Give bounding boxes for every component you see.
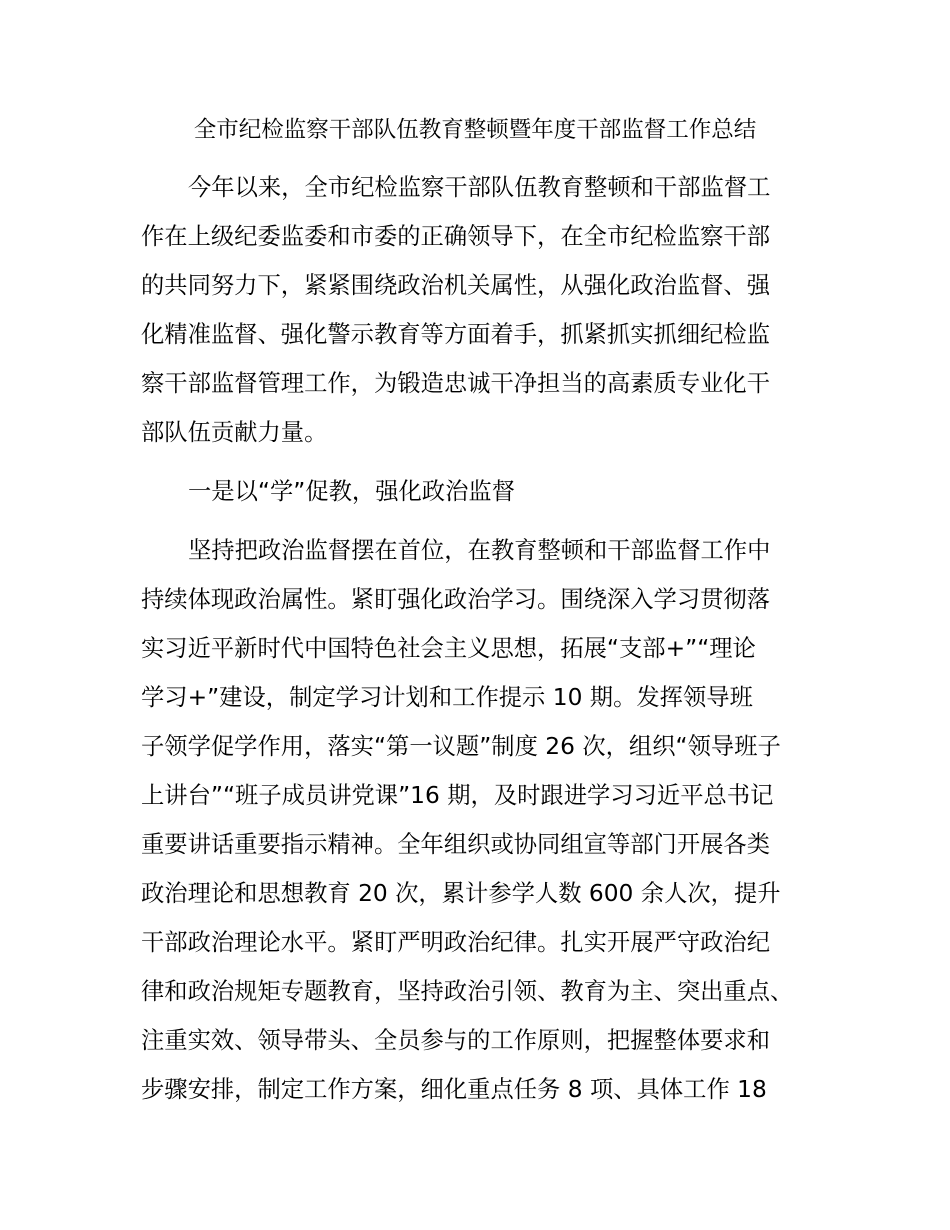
paragraph-line: 化精准监督、强化警示教育等方面着手，抓紧抓实抓细纪检监 bbox=[141, 321, 771, 348]
paragraph-line: 部队伍贡献力量。 bbox=[141, 419, 328, 446]
paragraph-line: 步骤安排，制定工作方案，细化重点任务 8 项、具体工作 18 bbox=[141, 1076, 767, 1103]
paragraph-line: 上讲台”“班子成员讲党课”16 期，及时跟进学习习近平总书记 bbox=[141, 782, 774, 809]
paragraph-line: 律和政治规矩专题教育，坚持政治引领、教育为主、突出重点、 bbox=[141, 978, 794, 1005]
paragraph-line: 子领学促学作用，落实“第一议题”制度 26 次，组织“领导班子 bbox=[141, 733, 781, 760]
paragraph-line: 持续体现政治属性。紧盯强化政治学习。围绕深入学习贯彻落 bbox=[141, 586, 771, 613]
section-heading: 一是以“学”促教，强化政治监督 bbox=[188, 478, 515, 505]
paragraph-line: 察干部监督管理工作，为锻造忠诚干净担当的高素质专业化干 bbox=[141, 370, 771, 397]
paragraph-line: 学习+”建设，制定学习计划和工作提示 10 期。发挥领导班 bbox=[141, 684, 753, 711]
document-title: 全市纪检监察干部队伍教育整顿暨年度干部监督工作总结 bbox=[193, 117, 757, 143]
paragraph-line: 注重实效、领导带头、全员参与的工作原则，把握整体要求和 bbox=[141, 1027, 771, 1054]
paragraph-line: 干部政治理论水平。紧盯严明政治纪律。扎实开展严守政治纪 bbox=[141, 929, 771, 956]
paragraph-line: 坚持把政治监督摆在首位，在教育整顿和干部监督工作中 bbox=[188, 537, 771, 564]
paragraph-line: 实习近平新时代中国特色社会主义思想，拓展“支部+”“理论 bbox=[141, 635, 756, 662]
paragraph-line: 作在上级纪委监委和市委的正确领导下，在全市纪检监察干部 bbox=[141, 223, 771, 250]
paragraph-line: 政治理论和思想教育 20 次，累计参学人数 600 余人次，提升 bbox=[141, 880, 781, 907]
paragraph-line: 今年以来，全市纪检监察干部队伍教育整顿和干部监督工 bbox=[188, 174, 771, 201]
paragraph-line: 的共同努力下，紧紧围绕政治机关属性，从强化政治监督、强 bbox=[141, 272, 771, 299]
paragraph-line: 重要讲话重要指示精神。全年组织或协同组宣等部门开展各类 bbox=[141, 831, 771, 858]
